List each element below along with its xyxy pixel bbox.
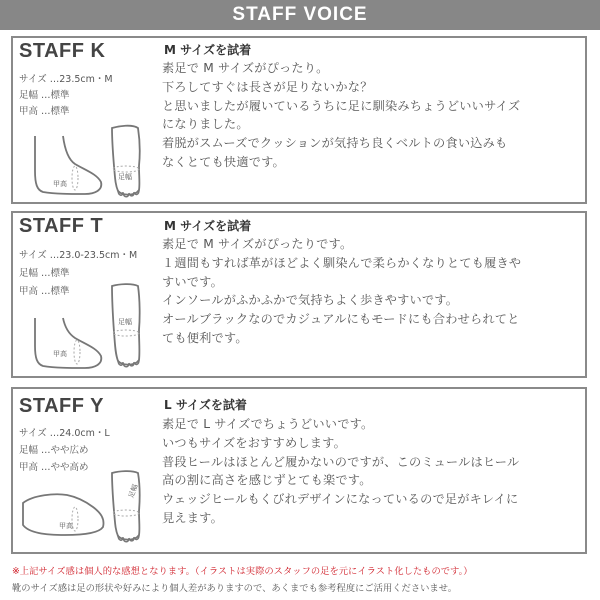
foot-width-label: 足幅 bbox=[118, 318, 132, 326]
size-note: 靴のサイズ感は足の形状や好みにより個人差がありますので、あくまでも参考程度にご活用くださいませ。 bbox=[12, 583, 458, 594]
tried-size-label: L サイズを試着 bbox=[164, 398, 247, 412]
comment-line: 下ろしてすぐは長さが足りないかな？ bbox=[162, 79, 373, 94]
staff-size: サイズ …23.0-23.5cm・M bbox=[19, 250, 138, 261]
comment-line: ても便利です。 bbox=[162, 330, 248, 345]
comment-line: すいです。 bbox=[162, 274, 223, 289]
comment-line: になりました。 bbox=[162, 117, 249, 132]
comment-line: 素足で L サイズでちょうどいいです。 bbox=[162, 417, 374, 431]
staff-instep: 甲高 …やや高め bbox=[19, 462, 89, 473]
comment-line: １週間もすれば革がほどよく馴染んで柔らかくなりとても履きや bbox=[162, 255, 522, 270]
disclaimer-note: ※上記サイズ感は個人的な感想となります。（イラストは実際のスタッフの足を元にイラスト化したものです。） bbox=[12, 566, 473, 577]
instep-label: 甲高 bbox=[53, 180, 67, 188]
staff-size: サイズ …24.0cm・L bbox=[19, 428, 110, 439]
staff-card-y bbox=[11, 387, 587, 554]
comment-line: なくとても快適です。 bbox=[162, 154, 285, 169]
staff-card-k bbox=[11, 36, 587, 204]
staff-name: STAFF Y bbox=[19, 395, 104, 417]
comment-line: 着脱がスムーズでクッションが気持ち良くベルトの食い込みも bbox=[162, 136, 508, 151]
tried-size-label: M サイズを試着 bbox=[164, 219, 252, 233]
comment-line: 素足で M サイズがぴったり。 bbox=[162, 61, 329, 75]
instep-label: 甲高 bbox=[59, 522, 73, 530]
staff-profile bbox=[13, 213, 160, 376]
comment-line: 素足で M サイズがぴったりです。 bbox=[162, 237, 353, 251]
staff-foot-width: 足幅 …標準 bbox=[19, 268, 70, 279]
comment-line: と思いましたが履いているうちに足に馴染みちょうどいいサイズ bbox=[162, 98, 521, 113]
foot-illustration-icon bbox=[15, 415, 155, 555]
staff-instep: 甲高 …標準 bbox=[19, 106, 70, 117]
staff-instep: 甲高 …標準 bbox=[19, 286, 70, 297]
staff-profile bbox=[13, 389, 160, 552]
comment-line: 普段ヒールはほとんど履かないのですが、このミュールはヒール bbox=[162, 454, 520, 469]
comment-line: いつもサイズをおすすめします。 bbox=[162, 435, 346, 450]
comment-line: 見えます。 bbox=[162, 510, 223, 525]
comment-line: オールブラックなのでカジュアルにもモードにも合わせられてと bbox=[162, 312, 520, 327]
comment-text bbox=[162, 415, 519, 528]
staff-name: STAFF K bbox=[19, 40, 106, 62]
staff-card-t bbox=[11, 211, 587, 378]
staff-profile bbox=[13, 38, 160, 202]
comment-line: ウェッジヒールもくびれデザインになっているので足がキレイに bbox=[162, 492, 519, 507]
foot-illustration-icon bbox=[15, 238, 155, 378]
staff-foot-width: 足幅 …標準 bbox=[19, 90, 70, 101]
instep-label: 甲高 bbox=[53, 350, 67, 358]
staff-name: STAFF T bbox=[19, 215, 104, 237]
comment-text bbox=[162, 235, 521, 348]
comment-line: 高の割に高さを感じずとても楽です。 bbox=[162, 473, 372, 488]
foot-width-label: 足幅 bbox=[127, 483, 140, 500]
comment-text bbox=[162, 59, 520, 172]
header-bar bbox=[0, 0, 600, 30]
tried-size-label: M サイズを試着 bbox=[164, 43, 252, 57]
comment-line: インソールがふかふかで気持ちよく歩きやすいです。 bbox=[162, 293, 459, 308]
page-title: STAFF VOICE bbox=[232, 4, 368, 25]
staff-foot-width: 足幅 …やや広め bbox=[19, 445, 89, 456]
foot-illustration-icon bbox=[15, 66, 155, 206]
staff-size: サイズ …23.5cm・M bbox=[19, 74, 113, 85]
foot-width-label: 足幅 bbox=[118, 173, 132, 181]
